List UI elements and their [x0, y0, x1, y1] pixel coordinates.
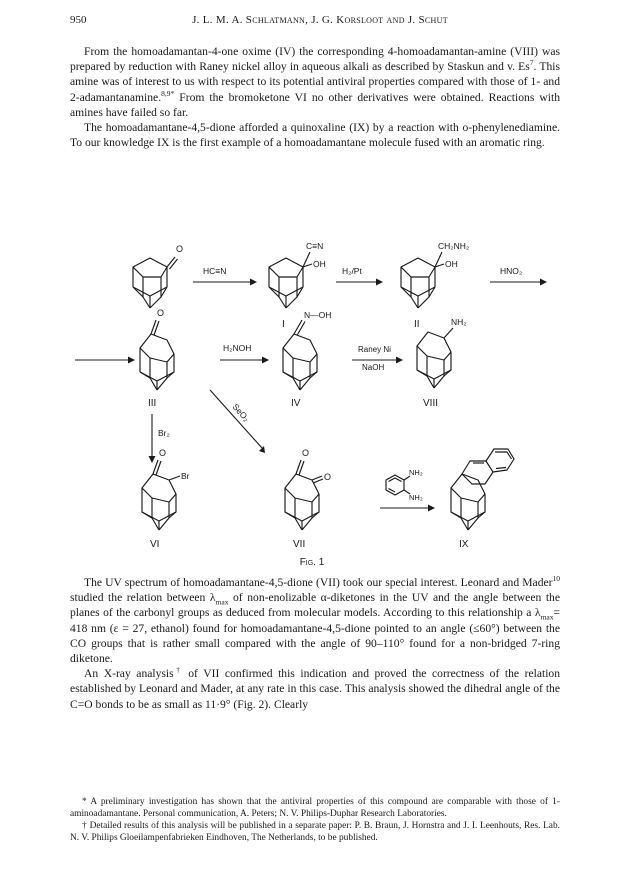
arrow-iii-to-vii	[210, 390, 262, 448]
reagent-naoh: NaOH	[362, 363, 385, 372]
compound-iv-structure	[283, 310, 331, 409]
oxo-label: O	[302, 448, 310, 458]
compound-label-iii: III	[148, 398, 157, 409]
compound-label-iv: IV	[291, 398, 301, 409]
reagent-hno2: HNO₂	[500, 266, 523, 276]
footnotes	[70, 797, 560, 845]
hydroxyl-label: OH	[313, 259, 326, 269]
ref-marker: 7	[529, 58, 534, 68]
arrowhead	[250, 279, 257, 286]
arrowhead	[149, 456, 156, 463]
compound-label-ix: IX	[459, 539, 469, 550]
o-phenylenediamine-structure	[386, 468, 423, 502]
bromo-label: Br	[181, 471, 190, 481]
footnote-antiviral: * A preliminary investigation has shown that the antiviral properties of this compound are comparable with those of 1-aminoadamantane. Personal communication, A. Peters; N. V. Philips-Duphar Research Laboratories.	[70, 797, 560, 819]
arrowhead	[428, 505, 435, 512]
intro-paragraph-1: From the homoadamantan-4-one oxime (IV) the corresponding 4-homoadamantan-amine (VIII) was prepared by reduction with Raney nickel alloy in aqueous alkali as described by Staskun and v. Es$^7$. This amine was of interest to us with respect to its potential antiviral properties compared with those of 1- and 2-adamantanamine.$^{8,9*}$ From the bromoketone VI no other derivatives were obtained. Reactions with amines have failed so far.	[70, 45, 560, 119]
hydroxyl-label: OH	[445, 259, 458, 269]
oxo-label: O	[157, 308, 165, 318]
ref-marker: 8,9	[161, 88, 171, 98]
reagent-raney-ni: Raney Ni	[358, 345, 391, 354]
running-head-authors: J. L. M. A. Schlatmann, J. G. Korsloot and J. Schut	[192, 14, 448, 26]
compound-label-ii: II	[414, 319, 420, 330]
footnote-xray: † Detailed results of this analysis will be published in a separate paper: P. B. Braun, J. Hornstra and J. I. Leenhouts, Res. Lab. N. V. Philips Gloeilampenfabrieken Eindhoven, The Netherlands, to be published.	[70, 821, 560, 843]
compound-label-i: I	[282, 319, 285, 330]
arrowhead	[396, 357, 403, 364]
ref-marker: 10	[552, 574, 560, 584]
running-header	[70, 14, 570, 34]
arrowhead	[540, 279, 547, 286]
figure-caption: Fig. 1	[299, 557, 325, 568]
amino-label: NH₂	[409, 493, 423, 502]
amino-label: NH₂	[451, 317, 467, 327]
adamantanone-structure	[133, 244, 183, 308]
reagent-h2-pt: H₂/Pt	[342, 266, 362, 276]
reagent-hydroxylamine: H₂NOH	[223, 343, 252, 353]
footnote-marker: *	[170, 88, 175, 98]
reagent-selenium-dioxide: SeO₂	[230, 401, 252, 424]
arrowhead	[128, 357, 135, 364]
page-number: 950	[70, 14, 87, 26]
compound-label-vi: VI	[150, 539, 160, 550]
results-section	[70, 575, 560, 712]
oxime-label: N—OH	[304, 310, 332, 320]
compound-viii-structure	[417, 317, 467, 409]
compound-vii-structure	[285, 448, 331, 550]
arrowhead	[259, 446, 265, 453]
compound-label-vii: VII	[293, 539, 306, 550]
reagent-hcn: HC≡N	[203, 266, 227, 276]
compound-ix-structure	[451, 449, 514, 550]
oxo-label: O	[176, 244, 184, 254]
footnote-marker: †	[173, 665, 183, 675]
amino-label: NH₂	[409, 468, 423, 477]
aminomethyl-label: CH₂NH₂	[438, 241, 470, 251]
arrowhead	[376, 279, 383, 286]
oxo-label: O	[324, 472, 332, 482]
oxo-label: O	[159, 448, 167, 458]
arrowhead	[262, 357, 269, 364]
results-paragraph-1: The UV spectrum of homoadamantane-4,5-dione (VII) took our special interest. Leonard and Mader$^{10}$ studied the relation between $\lambda_{max}$ of non-enolizable α-diketones in the UV and the angle between the planes of the carbonyl groups as deduced from molecular models. According to this relationship a $\lambda_{max}= 418$ nm (ε = 27, ethanol) found for homoadamantane-4,5-dione pointed to an angle (≤60°) between the CO groups that is rather small compared with the angle of 90–110° found for a non-bridged 7-ring diketone.	[70, 574, 560, 666]
reaction-scheme-figure	[0, 232, 624, 568]
compound-vi-structure	[142, 448, 190, 550]
compound-label-viii: VIII	[423, 398, 439, 409]
compound-iii-structure	[140, 308, 174, 409]
nitrile-label: C≡N	[306, 241, 324, 251]
reagent-bromine: Br₂	[158, 428, 170, 438]
results-paragraph-2: An X-ray analysis† of VII confirmed this indication and proved the correctness of the relation established by Leonard and Mader, at any rate in this case. This analysis showed the dihedral angle of the C=O bonds to be as small as 11·9° (Fig. 2). Clearly	[70, 665, 561, 711]
intro-paragraph-2: The homoadamantane-4,5-dione afforded a quinoxaline (IX) by a reaction with o-phenylenediamine. To our knowledge IX is the first example of a homoadamantane molecule fused with an aromatic ring.	[70, 121, 560, 150]
intro-section	[70, 44, 560, 150]
